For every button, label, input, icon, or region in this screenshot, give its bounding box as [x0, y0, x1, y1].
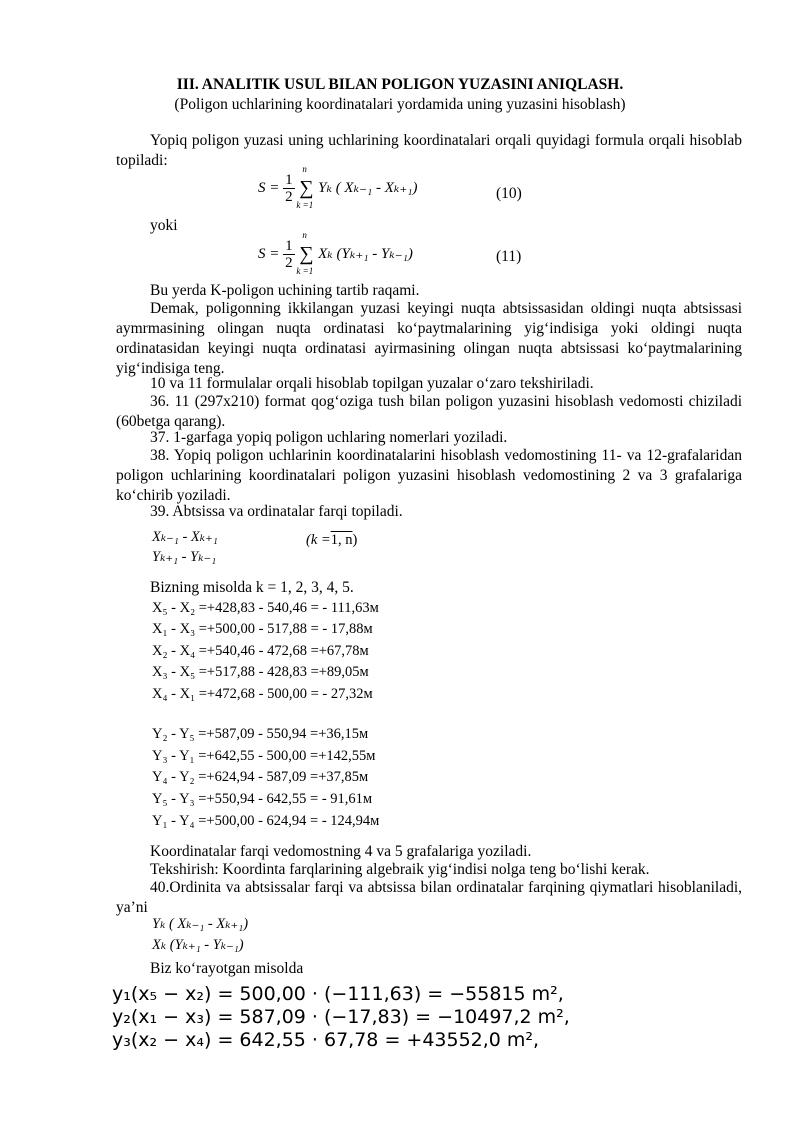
y-diff-row: Y₃ - Y₁ =+642,55 - 500,00 =+142,55м	[152, 748, 376, 764]
formula-11	[258, 230, 413, 276]
x-diff-row: X₂ - X₄ =+540,46 - 472,68 =+67,78м	[152, 643, 369, 659]
sum-sign-icon: n ∑ k =1	[296, 164, 314, 210]
k-range-over: 1, n	[330, 532, 353, 548]
formula-11-numerator: 1	[285, 238, 293, 254]
formula-11-number: (11)	[496, 248, 522, 265]
formula-10-fraction	[283, 172, 295, 205]
k-range	[306, 532, 357, 549]
section-subtitle: (Poligon uchlarining koordinatalari yordamida uning yuzasini hisoblash)	[174, 96, 626, 113]
diff-general-x-text: Xₖ₋₁ - Xₖ₊₁	[152, 529, 218, 545]
paragraph-2: Demak, poligonning ikkilangan yuzasi keyingi nuqta abtsissasidan oldingi nuqta abtsissasi aymrmasining olingan nuqta ordinatasi ko‘paytmalarining yig‘indisiga yoki oldingi nuqta ordinatasidan keyingi nuqta ordinatasi ayirmasining olingan nuqta abtsissasi ko‘paytmalarining yig‘indisiga teng.	[116, 300, 742, 377]
sum-sign-icon: n ∑ k =1	[296, 230, 314, 276]
product-general-2-text: Xₖ (Yₖ₊₁ - Yₖ₋₁)	[152, 937, 244, 953]
diff-general-x	[152, 529, 218, 546]
formula-10-denominator: 2	[285, 189, 293, 205]
paragraph-9: Koordinatalar farqi vedomostning 4 va 5 grafalariga yoziladi.	[150, 843, 532, 860]
formula-10-lhs: S =	[258, 179, 280, 196]
product-general-1-text: Yₖ ( Xₖ₋₁ - Xₖ₊₁)	[152, 916, 249, 932]
calc-line: y₂(x₁ − x₃) = 587,09 · (−17,83) = −10497,2 m²,	[112, 1006, 570, 1028]
intro-paragraph: Yopiq poligon yuzasi uning uchlarining koordinatalari orqali quyidagi formula orqali hisoblab topiladi:	[116, 132, 742, 169]
section-title: III. ANALITIK USUL BILAN POLIGON YUZASINI ANIQLASH.	[176, 76, 624, 93]
formula-11-sum-bottom: k =1	[296, 266, 314, 276]
formula-10-number: (10)	[496, 185, 522, 202]
formula-10-body: Yₖ ( Xₖ₋₁ - Xₖ₊₁)	[318, 179, 418, 196]
y-diff-row: Y₂ - Y₅ =+587,09 - 550,94 =+36,15м	[152, 726, 369, 742]
paragraph-7: 39. Abtsissa va ordinatalar farqi topiladi.	[150, 503, 403, 520]
x-diff-row: X₁ - X₃ =+500,00 - 517,88 = - 17,88м	[152, 621, 373, 637]
x-diff-row: X₄ - X₁ =+472,68 - 500,00 = - 27,32м	[152, 686, 373, 702]
y-diff-row: Y₁ - Y₄ =+500,00 - 624,94 = - 124,94м	[152, 813, 380, 829]
product-general-1	[152, 916, 248, 933]
formula-11-body: Xₖ (Yₖ₊₁ - Yₖ₋₁)	[318, 245, 413, 262]
paragraph-10: Tekshirish: Koordinta farqlarining algebraik yig‘indisi nolga teng bo‘lishi kerak.	[150, 861, 650, 878]
product-general-2	[152, 937, 244, 954]
formula-10-sum-bottom: k =1	[296, 200, 314, 210]
formula-11-sum-top: n	[302, 230, 307, 240]
paragraph-5: 37. 1-garfaga yopiq poligon uchlaring nomerlari yoziladi.	[150, 429, 508, 446]
calc-line: y₁(x₅ − x₂) = 500,00 · (−111,63) = −55815 m²,	[112, 983, 564, 1005]
paragraph-3: 10 va 11 formulalar orqali hisoblab topilgan yuzalar o‘zaro tekshiriladi.	[150, 375, 594, 392]
diff-general-y-text: Yₖ₊₁ - Yₖ₋₁	[152, 549, 217, 565]
formula-11-lhs: S =	[258, 245, 280, 262]
paragraph-12: Biz ko‘rayotgan misolda	[150, 960, 304, 977]
formula-11-denominator: 2	[285, 255, 293, 271]
paragraph-1: Bu yerda K-poligon uchining tartib raqami.	[150, 282, 420, 299]
paragraph-11: 40.Ordinita va abtsissalar farqi va abtsissa bilan ordinatalar farqining qiymatlari hisoblaniladi, ya’ni	[116, 879, 742, 916]
y-diff-row: Y₄ - Y₂ =+624,94 - 587,09 =+37,85м	[152, 769, 369, 785]
x-diff-row: X₃ - X₅ =+517,88 - 428,83 =+89,05м	[152, 664, 369, 680]
y-diff-row: Y₅ - Y₃ =+550,94 - 642,55 = - 91,61м	[152, 791, 373, 807]
k-range-open: (k =	[306, 532, 331, 548]
diff-general-y	[152, 549, 216, 566]
formula-10-sum-top: n	[302, 164, 307, 174]
paragraph-6: 38. Yopiq poligon uchlarinin koordinatalarini hisoblash vedomostining 11- va 12-grafalaridan poligon uchlarining koordinatalari poligon yuzasini hisoblash vedomostining 2 va 3 grafalariga ko‘chirib yoziladi.	[116, 447, 742, 504]
formula-10	[258, 164, 418, 210]
x-diff-row: X₅ - X₂ =+428,83 - 540,46 = - 111,63м	[152, 600, 379, 616]
formula-10-numerator: 1	[285, 172, 293, 188]
k-range-close: )	[352, 532, 358, 548]
yoki-text: yoki	[150, 217, 178, 234]
paragraph-8: Bizning misolda k = 1, 2, 3, 4, 5.	[150, 579, 354, 596]
paragraph-4: 36. 11 (297x210) format qog‘oziga tush bilan poligon yuzasini hisoblash vedomosti chiziladi (60betga qarang).	[116, 393, 742, 430]
formula-11-fraction	[283, 238, 295, 271]
calc-line: y₃(x₂ − x₄) = 642,55 · 67,78 = +43552,0 m²,	[112, 1029, 540, 1051]
